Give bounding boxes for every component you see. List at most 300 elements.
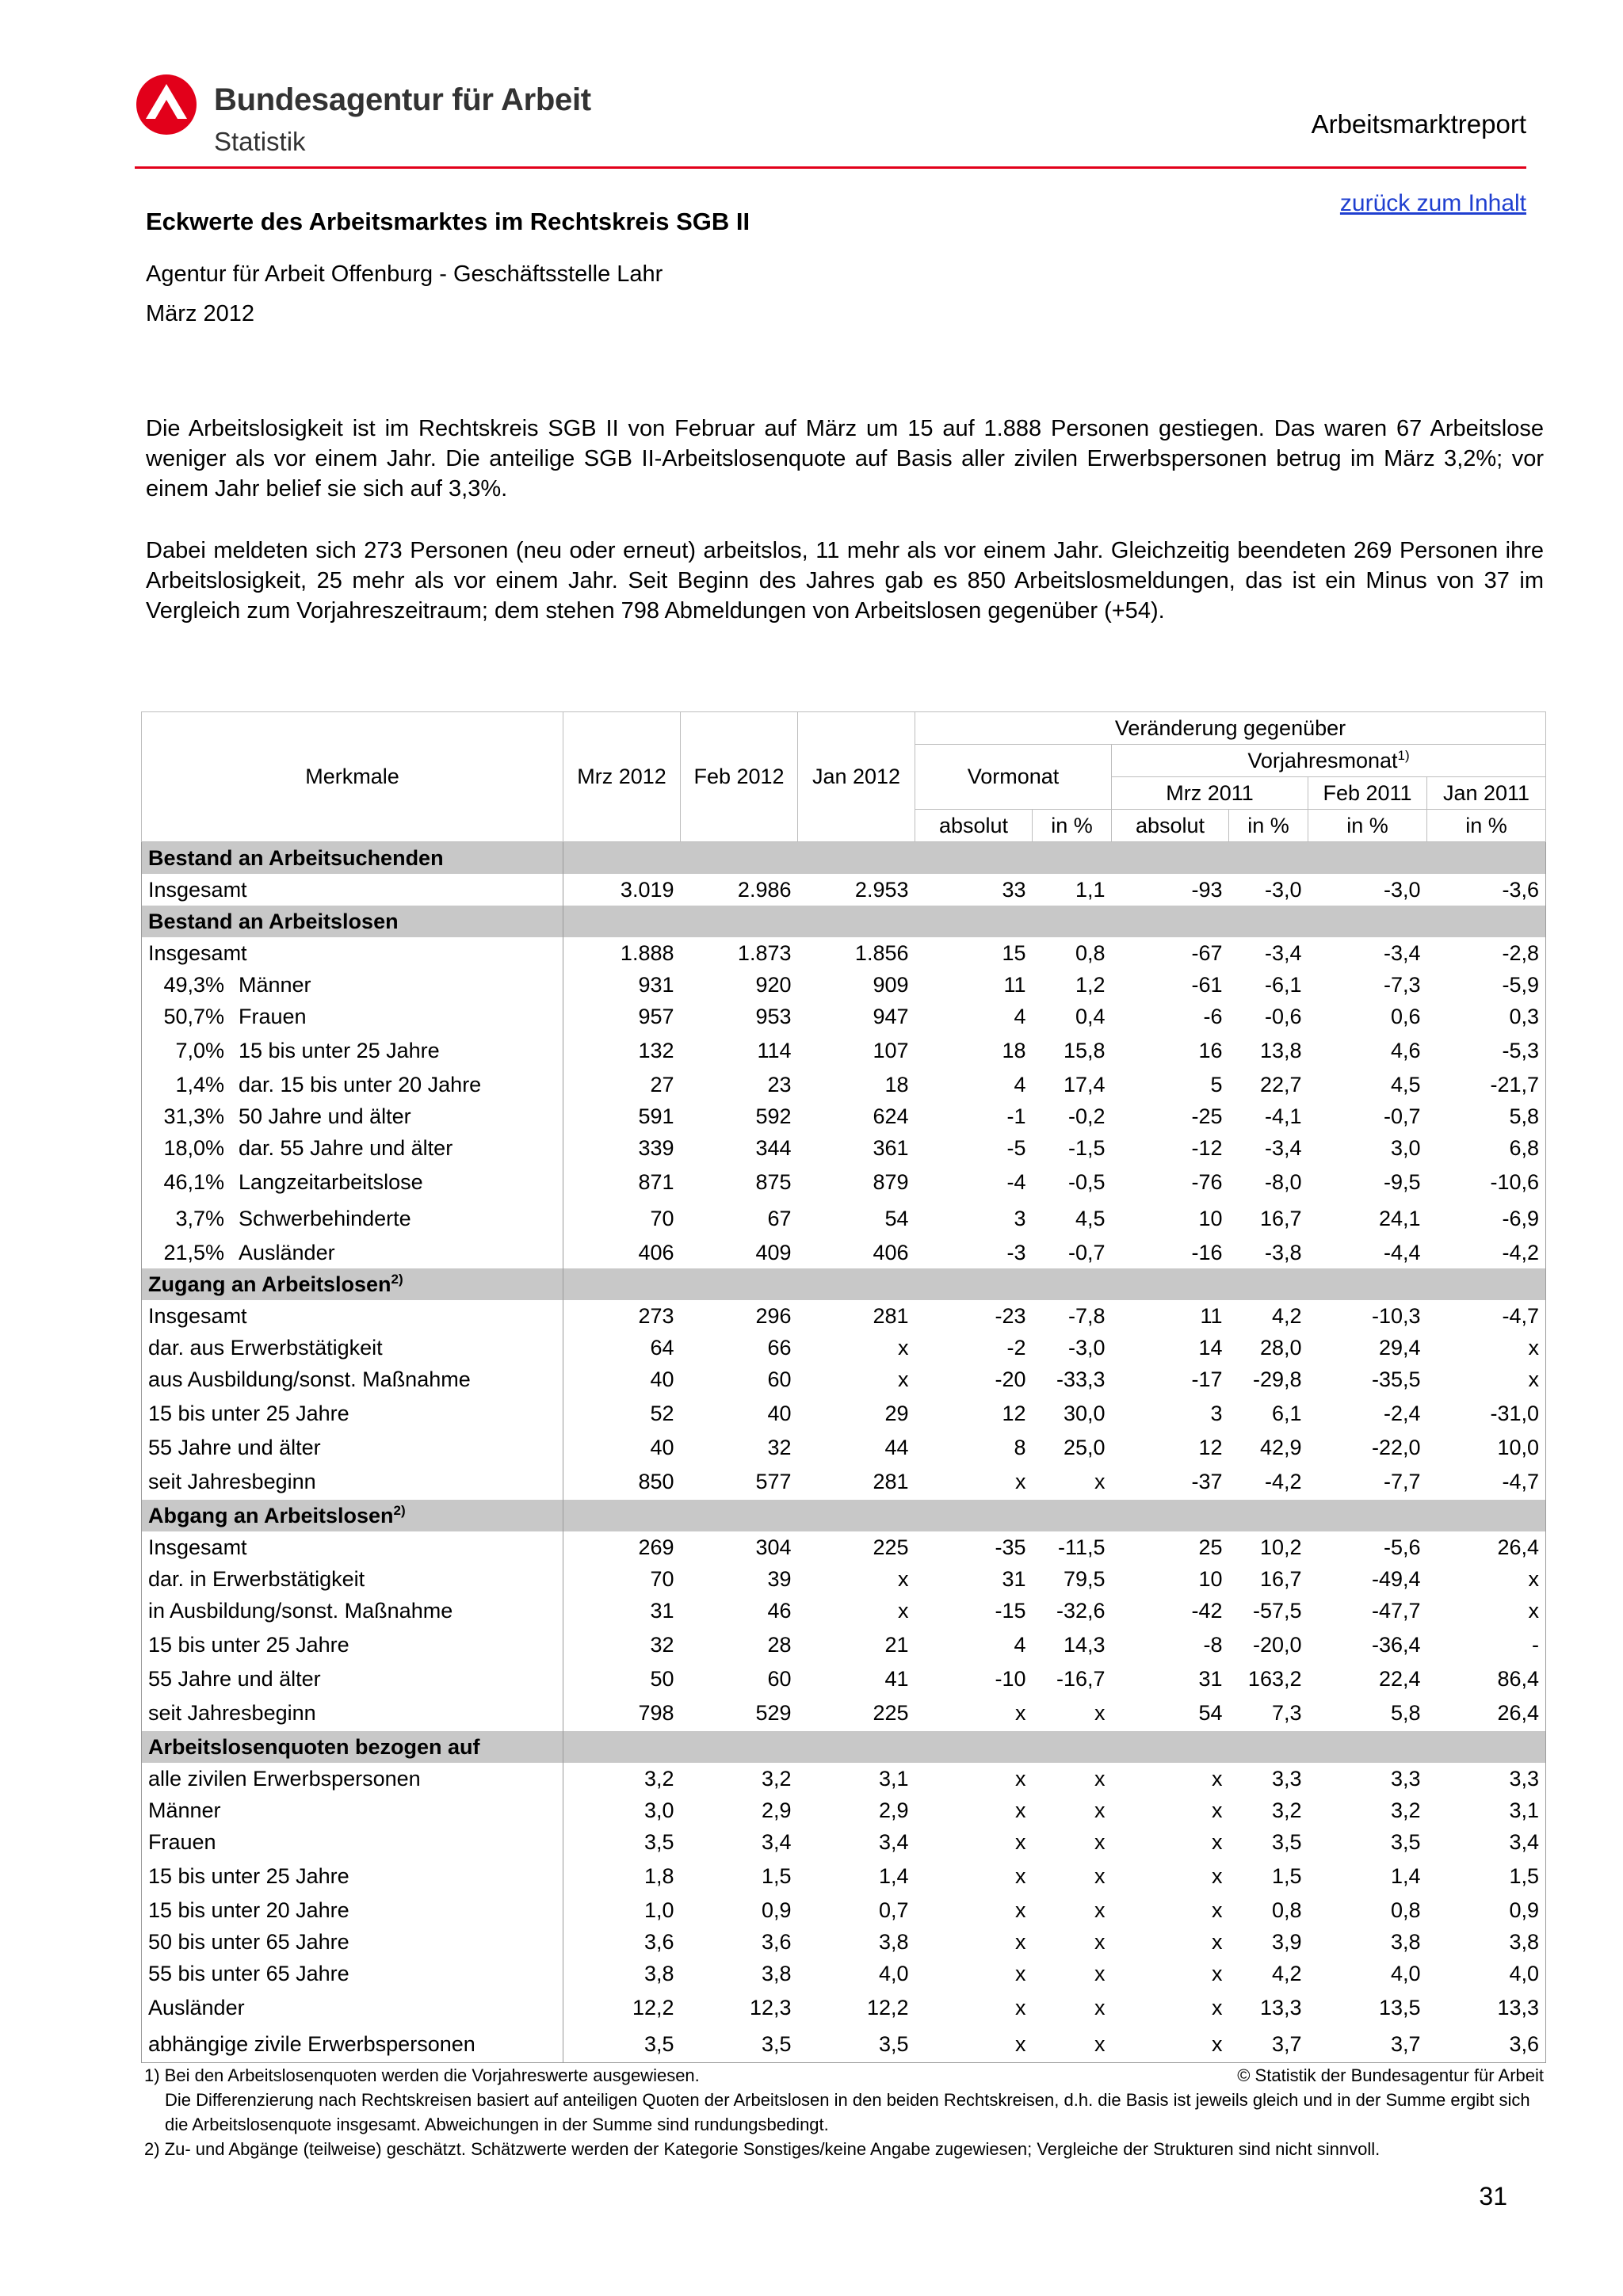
table-cell: 29,4	[1378, 1335, 1421, 1360]
page-number: 31	[1479, 2182, 1507, 2210]
table-cell: 3,4	[1427, 1826, 1546, 1858]
table-cell: 0,8	[1075, 940, 1106, 965]
table-cell: 15	[1002, 940, 1026, 965]
table-cell: 3,8	[1427, 1926, 1546, 1958]
table-cell: 17,4	[1063, 1072, 1106, 1097]
table-cell: 6,1	[1271, 1401, 1302, 1425]
footnote-1: 1) Bei den Arbeitslosenquoten werden die Vorjahreswerte ausgewiesen.	[144, 2065, 700, 2085]
footnote-2: 2) Zu- und Abgänge (teilweise) geschätzt. Schätzwerte werden der Kategorie Sonstiges/keine Angabe zugewiesen; Vergleiche der Strukturen sind nicht sinnvoll.	[144, 2139, 1381, 2159]
table-cell: -47,7	[1371, 1598, 1421, 1623]
row-label	[142, 1958, 563, 1989]
row-label-text: seit Jahresbeginn	[148, 1469, 316, 1493]
table-cell: -8	[1203, 1632, 1223, 1657]
table-cell: 22,7	[1259, 1072, 1302, 1097]
row-label	[142, 1300, 563, 1332]
table-cell: x	[898, 1335, 909, 1360]
row-label-text: abhängige zivile Erwerbspersonen	[148, 2031, 475, 2056]
summary-paragraph-2: Dabei meldeten sich 273 Personen (neu oder erneut) arbeitslos, 11 mehr als vor einem Jahr. Gleichzeitig beendeten 269 Personen ihre Arbeitslosigkeit, 25 mehr als vor einem Jahr. Seit Beginn des Jahres gab es 850 Arbeitslosmeldungen, das ist ein Minus von 37 im Vergleich zum Vorjahreszeitraum; dem stehen 798 Abmeldungen von Arbeitslosen gegenüber (+54).	[146, 538, 1544, 624]
table-cell: x	[1427, 1363, 1546, 1395]
table-cell: 1,5	[1271, 1863, 1302, 1888]
table-cell: 3,1	[1427, 1794, 1546, 1826]
table-cell: x	[898, 1367, 909, 1391]
table-row	[142, 1069, 1546, 1100]
row-label-text: 15 bis unter 25 Jahre	[148, 1401, 349, 1425]
table-row	[142, 1001, 1546, 1032]
table-cell: -3,0	[1264, 877, 1302, 902]
table-cell: 2,9	[761, 1798, 792, 1822]
col-header-vorjahresmonat: Vorjahresmonat$^{1)}$	[1112, 745, 1546, 777]
table-cell: -22,0	[1371, 1435, 1421, 1459]
table-cell: -29,8	[1252, 1367, 1302, 1391]
table-cell: 4,6	[1390, 1038, 1421, 1062]
row-share: 49,3%	[163, 972, 224, 997]
table-cell: 6,8	[1427, 1132, 1546, 1164]
table-cell: 3,5	[681, 2026, 798, 2063]
summary-paragraph-1: Die Arbeitslosigkeit ist im Rechtskreis SGB II von Februar auf März um 15 auf 1.888 Personen gestiegen. Das waren 67 Arbeitslose weniger als vor einem Jahr. Die anteilige SGB II-Arbeitslosenquote auf Basis aller zivilen Erwerbspersonen betrug im März 3,2%; vor einem Jahr belief sie sich auf 3,3%.	[146, 416, 1544, 502]
table-cell: 12,2	[866, 1995, 909, 2019]
row-label	[142, 1463, 563, 1500]
row-label-text: 55 Jahre und älter	[148, 1435, 321, 1459]
table-cell: 281	[873, 1469, 909, 1493]
row-label	[142, 1826, 563, 1858]
row-label-text: 50 Jahre und älter	[239, 1104, 411, 1128]
table-cell: -0,6	[1264, 1004, 1302, 1028]
table-cell: -10	[995, 1666, 1026, 1691]
table-cell: x	[1212, 1897, 1223, 1922]
row-label	[142, 1237, 563, 1268]
table-cell: 7,3	[1271, 1700, 1302, 1725]
table-cell: x	[898, 1598, 909, 1623]
table-cell: x	[1212, 1766, 1223, 1791]
row-label-text: Ausländer	[148, 1995, 245, 2019]
table-cell: -3	[1006, 1240, 1026, 1264]
row-label	[142, 937, 563, 969]
table-cell: 12,3	[749, 1995, 792, 2019]
table-cell: 67	[767, 1206, 792, 1230]
col-header-mrz2011: Mrz 2011	[1112, 777, 1308, 810]
col-header-absolut: absolut	[1112, 810, 1229, 842]
row-label-text: Insgesamt	[148, 1535, 247, 1559]
col-header-mrz2012: Mrz 2012	[563, 712, 681, 842]
table-cell: 79,5	[1063, 1566, 1106, 1591]
table-cell: 18	[884, 1072, 909, 1097]
table-cell: x	[1427, 1332, 1546, 1363]
section-abgang-arbeitslose: Abgang an Arbeitslosen$^{2)}$	[142, 1500, 1546, 1531]
row-label	[142, 2026, 563, 2063]
table-cell: 15,8	[1063, 1038, 1106, 1062]
col-header-inpct: in %	[1427, 810, 1546, 842]
table-cell: -5,9	[1427, 969, 1546, 1001]
row-label	[142, 1200, 563, 1237]
table-cell: 16	[1198, 1038, 1223, 1062]
table-cell: -10,3	[1371, 1303, 1421, 1328]
col-header-feb2012: Feb 2012	[681, 712, 798, 842]
table-cell: -2,4	[1383, 1401, 1421, 1425]
table-cell: x	[1094, 1961, 1106, 1985]
table-cell: -0,7	[1067, 1240, 1106, 1264]
table-cell: 4,5	[1075, 1206, 1106, 1230]
row-label-text: dar. in Erwerbstätigkeit	[148, 1566, 365, 1591]
table-cell: 42,9	[1259, 1435, 1302, 1459]
row-label	[142, 1164, 563, 1200]
table-cell: 13,3	[1427, 1989, 1546, 2026]
table-cell: 3	[1014, 1206, 1026, 1230]
table-cell: -76	[1191, 1169, 1223, 1194]
col-header-inpct: in %	[1033, 810, 1112, 842]
table-cell: x	[1094, 1829, 1106, 1854]
row-label	[142, 1531, 563, 1563]
table-cell: 114	[757, 1038, 792, 1062]
table-cell: 3,0	[643, 1798, 674, 1822]
table-row	[142, 1627, 1546, 1663]
table-cell: 12,2	[632, 1995, 674, 2019]
table-cell: x	[898, 1566, 909, 1591]
table-cell: 4	[1014, 1072, 1026, 1097]
ba-logo-icon	[135, 73, 198, 136]
table-cell: 3,3	[1390, 1766, 1421, 1791]
table-row	[142, 1858, 1546, 1894]
table-cell: 3,0	[1390, 1135, 1421, 1160]
table-cell: 16,7	[1259, 1206, 1302, 1230]
table-cell: 40	[650, 1435, 674, 1459]
table-cell: 86,4	[1427, 1663, 1546, 1695]
col-header-inpct: in %	[1308, 810, 1427, 842]
table-cell: 12	[1198, 1435, 1223, 1459]
header-divider	[135, 166, 1526, 169]
report-period: März 2012	[146, 301, 255, 326]
back-to-contents-link[interactable]: zurück zum Inhalt	[1339, 190, 1526, 216]
table-cell: 3,6	[1427, 2026, 1546, 2063]
table-cell: -2	[1006, 1335, 1026, 1360]
table-cell: 0,4	[1075, 1004, 1106, 1028]
row-label-text: in Ausbildung/sonst. Maßnahme	[148, 1598, 453, 1623]
table-cell: x	[1015, 1961, 1026, 1985]
table-cell: -25	[1191, 1104, 1223, 1128]
table-cell: 13,5	[1378, 1995, 1421, 2019]
row-label-text: seit Jahresbeginn	[148, 1700, 316, 1725]
row-label-text: Insgesamt	[148, 877, 247, 902]
table-cell: x	[1094, 1766, 1106, 1791]
table-cell: x	[1015, 1829, 1026, 1854]
table-cell: x	[1212, 1995, 1223, 2019]
table-cell: -3,4	[1264, 940, 1302, 965]
table-cell: x	[1212, 1829, 1223, 1854]
row-label-text: Frauen	[148, 1829, 216, 1854]
table-cell: -35,5	[1371, 1367, 1421, 1391]
row-share: 50,7%	[163, 1004, 224, 1028]
table-cell: 10,2	[1259, 1535, 1302, 1559]
table-cell: 624	[873, 1104, 909, 1128]
table-cell: 850	[638, 1469, 674, 1493]
table-cell: 31	[1198, 1666, 1223, 1691]
table-cell: 52	[650, 1401, 674, 1425]
table-cell: -7,7	[1383, 1469, 1421, 1493]
row-label-text: Langzeitarbeitslose	[239, 1169, 423, 1194]
table-cell: 406	[638, 1240, 674, 1264]
table-row	[142, 1164, 1546, 1200]
table-cell: 26,4	[1427, 1531, 1546, 1563]
row-label-text: 15 bis unter 25 Jahre	[148, 1863, 349, 1888]
table-cell: -35	[995, 1535, 1026, 1559]
table-row	[142, 1237, 1546, 1268]
table-cell: 3,2	[1271, 1798, 1302, 1822]
row-label	[142, 1763, 563, 1794]
table-cell: -36,4	[1371, 1632, 1421, 1657]
table-cell: 879	[873, 1169, 909, 1194]
footnotes	[144, 2063, 1544, 2161]
table-row	[142, 1926, 1546, 1958]
table-cell: -32,6	[1056, 1598, 1106, 1623]
row-label	[142, 1032, 563, 1069]
table-row	[142, 1032, 1546, 1069]
row-label	[142, 1069, 563, 1100]
report-title: Arbeitsmarktreport	[1311, 109, 1526, 139]
table-cell: 2.986	[737, 877, 792, 902]
row-share: 3,7%	[175, 1206, 224, 1230]
table-cell: x	[1015, 1798, 1026, 1822]
row-label	[142, 1627, 563, 1663]
table-cell: -33,3	[1056, 1367, 1106, 1391]
col-header-jan2012: Jan 2012	[798, 712, 915, 842]
table-cell: x	[1094, 1798, 1106, 1822]
table-cell: 406	[873, 1240, 909, 1264]
table-cell: 1,4	[1390, 1863, 1421, 1888]
brand-name: Bundesagentur für Arbeit	[214, 82, 591, 117]
table-cell: -20,0	[1252, 1632, 1302, 1657]
table-cell: -5,3	[1427, 1032, 1546, 1069]
table-row	[142, 1826, 1546, 1858]
row-share: 18,0%	[163, 1135, 224, 1160]
table-cell: 70	[650, 1566, 674, 1591]
row-label-text: 15 bis unter 20 Jahre	[148, 1897, 349, 1922]
table-cell: 22,4	[1378, 1666, 1421, 1691]
row-share: 46,1%	[163, 1169, 224, 1194]
table-cell: -16,7	[1056, 1666, 1106, 1691]
table-row	[142, 1695, 1546, 1731]
table-cell: 41	[884, 1666, 909, 1691]
row-label	[142, 1100, 563, 1132]
row-label-text: dar. 15 bis unter 20 Jahre	[239, 1072, 482, 1097]
table-cell: -0,5	[1067, 1169, 1106, 1194]
table-cell: 529	[755, 1700, 792, 1725]
row-label-text: Insgesamt	[148, 940, 247, 965]
table-cell: 3,2	[643, 1766, 674, 1791]
row-label	[142, 1332, 563, 1363]
table-cell: -93	[1191, 877, 1223, 902]
row-label-text: Ausländer	[239, 1240, 335, 1264]
table-cell: 14,3	[1063, 1632, 1106, 1657]
table-cell: -5,6	[1383, 1535, 1421, 1559]
table-cell: 3,9	[1271, 1929, 1302, 1954]
table-cell: 871	[638, 1169, 674, 1194]
section-arbeitslosenquoten: Arbeitslosenquoten bezogen auf	[142, 1731, 1546, 1763]
table-cell: -31,0	[1427, 1395, 1546, 1432]
row-label	[142, 1132, 563, 1164]
table-cell: x	[1015, 1929, 1026, 1954]
table-cell: 3,8	[1390, 1929, 1421, 1954]
table-cell: 40	[767, 1401, 792, 1425]
table-row	[142, 937, 1546, 969]
table-cell: 54	[1198, 1700, 1223, 1725]
page-header	[135, 73, 1526, 168]
table-cell: 909	[873, 972, 909, 997]
table-row	[142, 1132, 1546, 1164]
table-cell: 281	[873, 1303, 909, 1328]
table-cell: -4,7	[1427, 1463, 1546, 1500]
col-header-inpct: in %	[1229, 810, 1308, 842]
table-cell: 24,1	[1378, 1206, 1421, 1230]
table-cell: 931	[638, 972, 674, 997]
table-cell: x	[1112, 2026, 1229, 2063]
table-cell: -49,4	[1371, 1566, 1421, 1591]
table-cell: 591	[638, 1104, 674, 1128]
table-cell: x	[1094, 1863, 1106, 1888]
table-cell: 11	[1003, 972, 1026, 997]
table-cell: -4,4	[1383, 1240, 1421, 1264]
table-cell: 3,2	[761, 1766, 792, 1791]
table-row	[142, 1563, 1546, 1595]
table-cell: x	[1212, 1798, 1223, 1822]
table-row	[142, 1531, 1546, 1563]
row-label	[142, 969, 563, 1001]
table-cell: 1,8	[643, 1863, 674, 1888]
table-row	[142, 1100, 1546, 1132]
table-cell: x	[1427, 1595, 1546, 1627]
labor-market-table	[141, 711, 1546, 2063]
table-cell: -7,8	[1067, 1303, 1106, 1328]
table-row	[142, 1332, 1546, 1363]
table-cell: x	[1094, 1469, 1106, 1493]
footnote-1-detail: Die Differenzierung nach Rechtskreisen basiert auf anteiligen Quoten der Arbeitslosen in den beiden Rechtskreisen, d.h. die Basis ist jeweils gleich und in der Summe ergibt sich die Arbeitslosenquote insgesamt. Abweichungen in der Summe sind rundungsbedingt.	[165, 2090, 1530, 2134]
table-cell: 4,2	[1271, 1303, 1302, 1328]
table-cell: -6	[1203, 1004, 1223, 1028]
table-cell: 25	[1198, 1535, 1223, 1559]
table-cell: 0,6	[1390, 1004, 1421, 1028]
row-label-text: 15 bis unter 25 Jahre	[148, 1632, 349, 1657]
table-cell: 23	[767, 1072, 792, 1097]
table-cell: 40	[650, 1367, 674, 1391]
row-label	[142, 1989, 563, 2026]
table-cell: 339	[638, 1135, 674, 1160]
table-cell: 1.856	[854, 940, 909, 965]
table-cell: 4,0	[878, 1961, 909, 1985]
table-cell: 3	[1210, 1401, 1223, 1425]
table-cell: 39	[767, 1566, 792, 1591]
table-cell: -1,5	[1067, 1135, 1106, 1160]
table-cell: 60	[767, 1367, 792, 1391]
col-header-jan2011: Jan 2011	[1427, 777, 1546, 810]
row-label	[142, 1663, 563, 1695]
row-share: 31,3%	[163, 1104, 224, 1128]
table-cell: 296	[755, 1303, 792, 1328]
table-cell: -16	[1191, 1240, 1223, 1264]
section-bestand-arbeitsuchende: Bestand an Arbeitsuchenden	[142, 842, 1546, 875]
row-label	[142, 1563, 563, 1595]
table-cell: 1.888	[620, 940, 674, 965]
table-cell: 3,5	[798, 2026, 915, 2063]
table-cell: 5,8	[1427, 1100, 1546, 1132]
table-cell: 3,8	[643, 1961, 674, 1985]
col-header-feb2011: Feb 2011	[1308, 777, 1427, 810]
table-cell: 3,7	[1229, 2026, 1308, 2063]
col-header-vormonat: Vormonat	[915, 745, 1112, 810]
row-label-text: Männer	[148, 1798, 221, 1822]
table-cell: x	[1094, 1995, 1106, 2019]
table-cell: -1	[1006, 1104, 1026, 1128]
table-row	[142, 1432, 1546, 1463]
row-share: 1,4%	[175, 1072, 224, 1097]
table-cell: 163,2	[1247, 1666, 1302, 1691]
table-cell: 18	[1002, 1038, 1026, 1062]
table-cell: 273	[638, 1303, 674, 1328]
row-label-text: 50 bis unter 65 Jahre	[148, 1929, 349, 1954]
table-cell: -4,2	[1427, 1237, 1546, 1268]
table-row	[142, 1300, 1546, 1332]
row-label-text: Insgesamt	[148, 1303, 247, 1328]
table-cell: 3,6	[761, 1929, 792, 1954]
row-label	[142, 1595, 563, 1627]
table-row	[142, 1395, 1546, 1432]
table-cell: 3,5	[1271, 1829, 1302, 1854]
table-cell: -4,7	[1427, 1300, 1546, 1332]
copyright-notice: © Statistik der Bundesagentur für Arbeit	[1237, 2065, 1544, 2085]
table-cell: 107	[873, 1038, 909, 1062]
table-cell: -57,5	[1252, 1598, 1302, 1623]
table-cell: 50	[650, 1666, 674, 1691]
row-label-text: alle zivilen Erwerbspersonen	[148, 1766, 421, 1791]
table-cell: 3,5	[563, 2026, 681, 2063]
table-cell: 31	[650, 1598, 674, 1623]
table-cell: 4,2	[1271, 1961, 1302, 1985]
row-label-text: Männer	[239, 972, 311, 997]
table-cell: x	[1015, 1700, 1026, 1725]
table-cell: x	[1033, 2026, 1112, 2063]
table-cell: 577	[755, 1469, 792, 1493]
row-label	[142, 1432, 563, 1463]
table-row	[142, 1463, 1546, 1500]
table-cell: 0,7	[878, 1897, 909, 1922]
table-cell: -3,0	[1383, 877, 1421, 902]
table-cell: 3,5	[1390, 1829, 1421, 1854]
table-cell: 4	[1014, 1004, 1026, 1028]
table-row	[142, 1958, 1546, 1989]
table-row	[142, 1663, 1546, 1695]
row-label-text: dar. aus Erwerbstätigkeit	[148, 1335, 383, 1360]
table-row	[142, 1763, 1546, 1794]
agency-name: Agentur für Arbeit Offenburg - Geschäftsstelle Lahr	[146, 261, 663, 287]
table-cell: 3,1	[878, 1766, 909, 1791]
table-cell: -8,0	[1264, 1169, 1302, 1194]
table-cell: -11,5	[1057, 1535, 1106, 1559]
table-cell: -3,4	[1264, 1135, 1302, 1160]
table-cell: -3,6	[1427, 874, 1546, 906]
table-cell: 3,4	[878, 1829, 909, 1854]
table-cell: -61	[1191, 972, 1223, 997]
row-label	[142, 1794, 563, 1826]
table-cell: -12	[1191, 1135, 1223, 1160]
table-cell: -42	[1191, 1598, 1223, 1623]
table-cell: 10,0	[1427, 1432, 1546, 1463]
table-cell: 26,4	[1427, 1695, 1546, 1731]
table-cell: -3,0	[1067, 1335, 1106, 1360]
table-row	[142, 2026, 1546, 2063]
table-cell: 132	[638, 1038, 674, 1062]
table-row	[142, 1200, 1546, 1237]
table-cell: 3,5	[643, 1829, 674, 1854]
table-cell: 957	[638, 1004, 674, 1028]
table-cell: 3,7	[1308, 2026, 1427, 2063]
table-cell: 3,6	[643, 1929, 674, 1954]
